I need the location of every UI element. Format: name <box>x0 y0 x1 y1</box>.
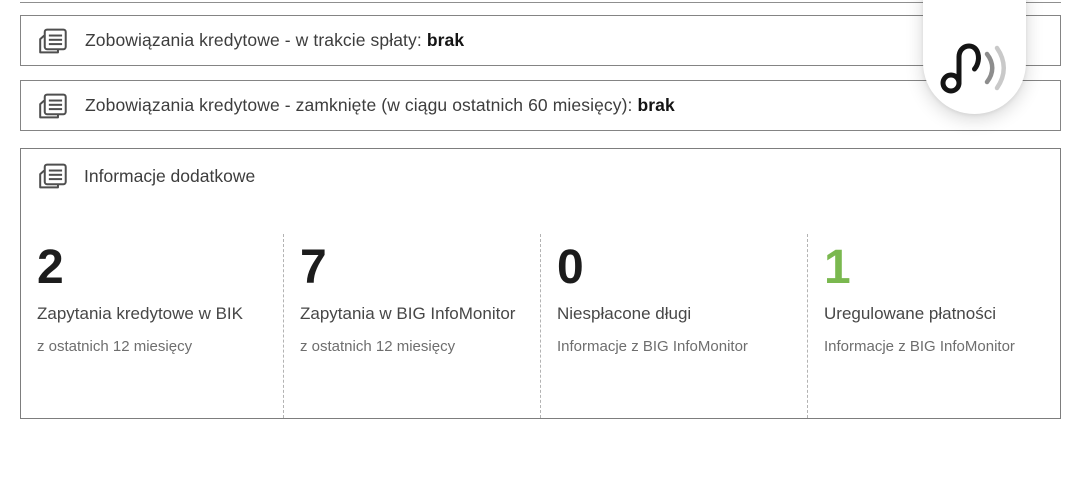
bar-label: Zobowiązania kredytowe - w trakcie spłaty: brak <box>85 30 465 50</box>
additional-info-header <box>21 149 1060 234</box>
card-title: Informacje dodatkowe <box>84 166 256 186</box>
stats-grid <box>21 234 1060 418</box>
stat-sublabel: Informacje z BIG InfoMonitor <box>824 338 1015 356</box>
stat-value: 2 <box>37 241 65 294</box>
news-document-icon <box>37 92 68 120</box>
stat-value: 0 <box>557 241 585 294</box>
bar-label: Zobowiązania kredytowe - zamknięte (w ciągu ostatnich 60 miesięcy): brak <box>85 95 675 115</box>
stat-value: 7 <box>300 241 328 294</box>
stat-label: Uregulowane płatności <box>824 304 996 324</box>
stat-bik-inquiries <box>21 234 283 418</box>
stat-label: Niespłacone długi <box>557 304 692 324</box>
stat-sublabel: Informacje z BIG InfoMonitor <box>557 338 748 356</box>
stat-label: Zapytania w BIG InfoMonitor <box>300 304 516 324</box>
stat-value: 1 <box>824 241 852 294</box>
stat-big-inquiries <box>283 234 540 418</box>
audio-assistant-button[interactable] <box>923 0 1026 114</box>
credit-obligations-active-bar[interactable] <box>20 15 1061 66</box>
bar-value: brak <box>426 30 465 50</box>
stat-settled-payments <box>807 234 1060 418</box>
previous-card-edge <box>20 2 1061 3</box>
additional-info-card <box>20 148 1061 419</box>
credit-obligations-closed-bar[interactable] <box>20 80 1061 131</box>
bar-value: brak <box>637 95 675 115</box>
stat-unpaid-debts <box>540 234 807 418</box>
music-note-sound-icon <box>937 38 1013 98</box>
news-document-icon <box>37 27 68 55</box>
news-document-icon <box>37 162 68 190</box>
stat-sublabel: z ostatnich 12 miesięcy <box>300 338 456 356</box>
stat-sublabel: z ostatnich 12 miesięcy <box>37 338 193 356</box>
stat-label: Zapytania kredytowe w BIK <box>37 304 243 324</box>
